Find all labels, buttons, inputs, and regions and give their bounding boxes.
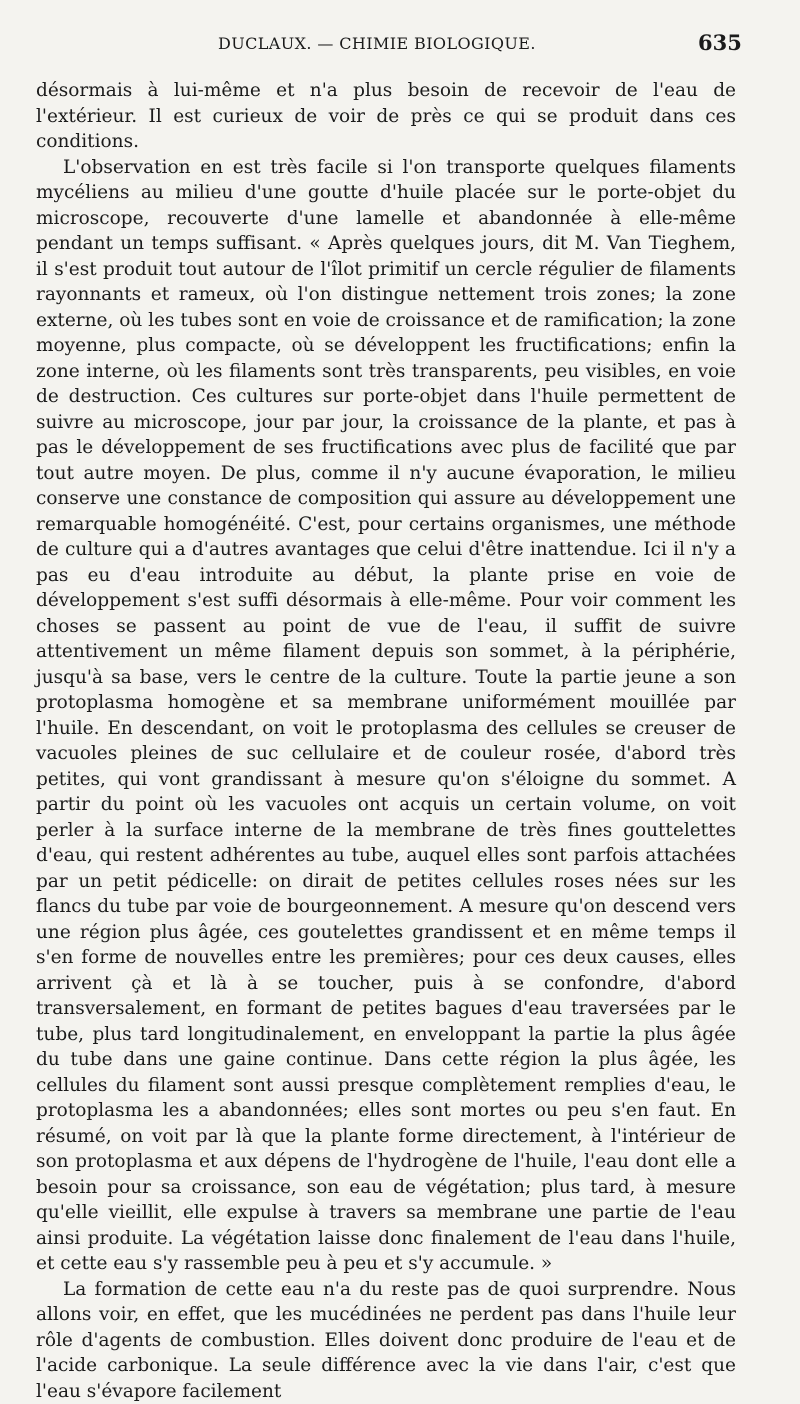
page-header <box>0 22 800 56</box>
paragraph-combustion: La formation de cette eau n'a du reste pas de quoi surprendre. Nous allons voir, en effet, que les mucédinées ne perdent pas dans l'huile leur rôle d'agents de combustion. Elles doivent donc produire de l'eau et de l'acide carbonique. La seule différence avec la vie dans l'air, c'est que l'eau s'évapore facilement <box>36 1277 736 1404</box>
paragraph-van-tieghem-quote: L'observation en est très facile si l'on transporte quelques filaments mycéliens au milieu d'une goutte d'huile placée sur le porte-objet du microscope, recouverte d'une lamelle et abandonnée à elle-même pendant un temps suffisant. « Après quelques jours, dit M. Van Tieghem, il s'est produit tout autour de l'îlot primitif un cercle régulier de filaments rayonnants et rameux, où l'on distingue nettement trois zones; la zone externe, où les tubes sont en voie de croissance et de ramification; la zone moyenne, plus compacte, où se développent les fructifications; enfin la zone interne, où les filaments sont très transparents, peu visibles, en voie de destruction. Ces cultures sur porte-objet dans l'huile permettent de suivre au microscope, jour par jour, la croissance de la plante, et pas à pas le développement de ses fructifications avec plus de facilité que par tout autre moyen. De plus, comme il n'y aucune évaporation, le milieu conserve une constance de composition qui assure au développement une remarquable homogénéité. C'est, pour certains organismes, une méthode de culture qui a d'autres avantages que celui d'être inattendue. Ici il n'y a pas eu d'eau introduite au début, la plante prise en voie de développement s'est suffi désormais à elle-même. Pour voir comment les choses se passent au point de vue de l'eau, il suffit de suivre attentivement un même filament depuis son sommet, à la périphérie, jusqu'à sa base, vers le centre de la culture. Toute la partie jeune a son protoplasma homogène et sa membrane uniformément mouillée par l'huile. En descendant, on voit le protoplasma des cellules se creuser de vacuoles pleines de suc cellulaire et de couleur rosée, d'abord très petites, qui vont grandissant à mesure qu'on s'éloigne du sommet. A partir du point où les vacuoles ont acquis un certain volume, on voit perler à la surface interne de la membrane de très fines gouttelettes d'eau, qui restent adhérentes au tube, auquel elles sont parfois attachées par un petit pédicelle: on dirait de petites cellules roses nées sur les flancs du tube par voie de bourgeonnement. A mesure qu'on descend vers une région plus âgée, ces goutelettes grandissent et en même temps il s'en forme de nouvelles entre les premières; pour ces deux causes, elles arrivent çà et là à se toucher, puis à se confondre, d'abord transversalement, en formant de petites bagues d'eau traversées par le tube, plus tard longitudinalement, en enveloppant la partie la plus âgée du tube dans une gaine continue. Dans cette région la plus âgée, les cellules du filament sont aussi presque complètement remplies d'eau, le protoplasma les a abandonnées; elles sont mortes ou peu s'en faut. En résumé, on voit par là que la plante forme directement, à l'intérieur de son protoplasma et aux dépens de l'hydrogène de l'huile, l'eau dont elle a besoin pour sa croissance, son eau de végétation; plus tard, à mesure qu'elle vieillit, elle expulse à travers sa membrane une partie de l'eau ainsi produite. La végétation laisse donc finalement de l'eau dans l'huile, et cette eau s'y rassemble peu à peu et s'y accumule. » <box>36 155 736 1277</box>
page-number: 635 <box>698 30 742 55</box>
body-text <box>36 78 736 1404</box>
running-title: DUCLAUX. — CHIMIE BIOLOGIQUE. <box>218 34 536 53</box>
paragraph-continuation: désormais à lui-même et n'a plus besoin de recevoir de l'eau de l'extérieur. Il est curieux de voir de près ce qui se produit dans ces conditions. <box>36 78 736 155</box>
